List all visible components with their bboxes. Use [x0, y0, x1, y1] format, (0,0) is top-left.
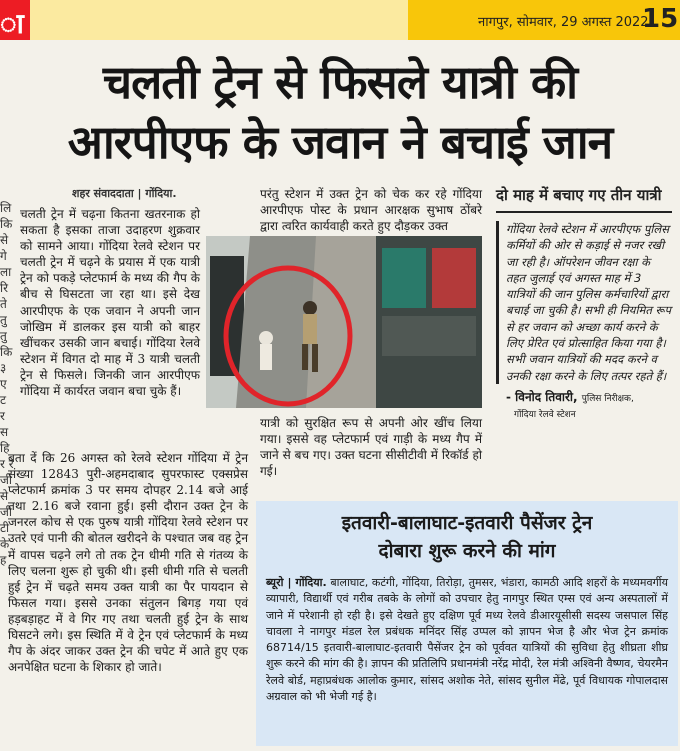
- related-news-body: बालाघाट, कटंगी, गोंदिया, तिरोड़ा, तुमसर, भंडारा, कामठी आदि शहरों के मध्यमवर्गीय व्यापारी, विद्यार्थी एवं गरीब तबके के लोगों को उपचार हेतु नागपुर स्थित एम्स एवं अन्य अस्पतालों में जाने में परेशानी हो रही है। इसे देखते हुए दक्षिण पूर्व मध्य रेलवे डीआरयूसीसी सदस्य जसपाल सिंह चावला ने नागपुर मंडल रेल प्रबंधक मनिंदर सिंह उप्पल को ज्ञापन भेज है और भेज ट्रेन क्रमांक 68714/15 इतवारी-बालाघाट-इतवारी पैसेंजर ट्रेन को पूर्ववत यात्रियों की सुविधा हेतु शीघ्रता शीघ्र शुरू करने की मांग की है। ज्ञापन की प्रतिलिपि प्रधानमंत्री नरेंद्र मोदी, रेल मंत्री अश्विनी वैष्णव, चेयरमैन रेलवे बोर्ड, महाप्रबंधक आलोक कुमार, सांसद अशोक नेते, सांसद सुनील मेंढे, पूर्व विधायक गोपालदास अग्रवाल को भी भेजी गई है।: [266, 576, 668, 704]
- related-news-title-line-2: दोबारा शुरू करने की मांग: [378, 540, 556, 562]
- article-column-4: यात्री को सुरक्षित रूप से अपनी ओर खींच लिया गया। इससे वह प्लेटफार्म एवं गाड़ी के मध्य गैप में जाने से बच गए। उक्त घटना सीसीटीवी में रिकॉर्ड हो गई।: [260, 416, 482, 479]
- cctv-photo: [206, 236, 482, 408]
- related-news-dateline: ब्यूरो | गोंदिया.: [266, 576, 327, 589]
- related-news-text: [266, 575, 668, 705]
- article-column-3: परंतु स्टेशन में उक्त ट्रेन को चेक कर रहे गोंदिया आरपीएफ पोस्ट के प्रधान आरक्षक सुभाष ठोंबरे द्वारा त्वरित कार्यवाही करते हुए दौड़कर उक्त: [260, 187, 482, 234]
- signature-name: - विनोद तिवारी,: [506, 389, 578, 404]
- sidebox-rule: [496, 211, 672, 213]
- signature-role: पुलिस निरीक्षक,: [581, 393, 634, 404]
- masthead-bar: [0, 0, 680, 40]
- sidebox-title: दो माह में बचाए गए तीन यात्री: [496, 186, 662, 204]
- headline-line-2: आरपीएफ के जवान ने बचाई जान: [67, 115, 613, 169]
- byline: शहर संवाददाता | गोंदिया.: [72, 187, 177, 200]
- related-news-box: [256, 501, 678, 746]
- sidebox-text: गोंदिया रेलवे स्टेशन में आरपीएफ पुलिस कर्मियों की ओर से कड़ाई से नजर रखी जा रही है। ऑपरेशन जीवन रक्षा के तहत जुलाई एवं अगस्त माह में 3 यात्रियों की जान पुलिस कर्मचारियों द्वारा बचाई जा चुकी है। सभी ही नियमित रूप से हर जवान को अच्छा कार्य करने के लिए प्रेरित एवं प्रोत्साहित किया गया है। सभी जवान यात्रियों की मदद करने व उनकी रक्षा करने के लिए तत्पर रहते हैं।: [496, 221, 672, 384]
- article-column-2: बता दें कि 26 अगस्त को रेलवे स्टेशन गोंदिया में ट्रेन संख्या 12843 पुरी-अहमदाबाद सुपरफास्ट एक्सप्रेस प्लेटफार्म क्रमांक 3 पर समय दोपहर 2.14 बजे आई तथा 2.16 बजे रवाना हुई। इसी दौरान उक्त ट्रेन के जनरल कोच से एक पुरुष यात्री गोंदिया रेलवे स्टेशन पर उतरे एवं पानी की बोतल खरीदने के पश्चात जब वह ट्रेन में वापस चढ़ने लगे तो तक ट्रेन धीमी गति से गंतव्य के लिए चलना शुरू हो चुकी थी। इसी धीमी गति से चलती हुई ट्रेन में चढ़ते समय उक्त यात्री का पैर पायदान से फिसल गया। इससे उनका संतुलन बिगड़ गया एवं हड़बड़ाहट में वे गिर गए तथा चलती हुई ट्रेन के साथ घिसटने लगे। इस स्थिति में वे ट्रेन एवं प्लेटफार्म के मध्य गैप के अंदर जाकर उक्त ट्रेन की चपेट में आते हुए एक अनपेक्षित घटना के शिकार हो जाते।: [8, 451, 248, 675]
- cctv-photo-train-platform-icon: [206, 236, 482, 408]
- related-news-title-line-1: इतवारी-बालाघाट-इतवारी पैसेंजर ट्रेन: [341, 512, 593, 534]
- quote-sidebox: [496, 186, 672, 420]
- adjacent-column-fragment: लि कि से गे ला रि ते तु तु कि ३ ए ट र स हि र र जी से जी टी के ह: [0, 201, 14, 567]
- page-title: [0, 52, 680, 172]
- headline-line-1: चलती ट्रेन से फिसले यात्री की: [102, 55, 578, 109]
- signature-location: गोंदिया रेलवे स्टेशन: [514, 409, 576, 420]
- sidebox-signature: [496, 388, 672, 405]
- related-news-title: [256, 509, 678, 565]
- masthead-left-fragment: ा: [0, 7, 24, 40]
- page-number: 15: [642, 4, 679, 34]
- article-column-1: चलती ट्रेन में चढ़ना कितना खतरनाक हो सकता है इसका ताजा उदाहरण शुक्रवार को सामने आया। गोंदिया रेलवे स्टेशन पर चलती ट्रेन में चढ़ने के प्रयास में एक यात्री ट्रेन को पकड़े प्लेटफार्म के मध्य की गैप के बीच से घिसटता जा रहा था। इसे देख आरपीएफ के एक जवान ने अपनी जान जोखिम में डालकर इस यात्री को बाहर खींचकर उसकी जान बचाई। गोंदिया रेलवे स्टेशन में विगत दो माह में 3 यात्री चलती ट्रेन से फिसले। जिनकी जान आरपीएफ गोंदिया में कार्यरत जवान बचा चुके हैं।: [20, 207, 200, 399]
- page-dateline: नागपुर, सोमवार, 29 अगस्त 2022: [478, 15, 649, 30]
